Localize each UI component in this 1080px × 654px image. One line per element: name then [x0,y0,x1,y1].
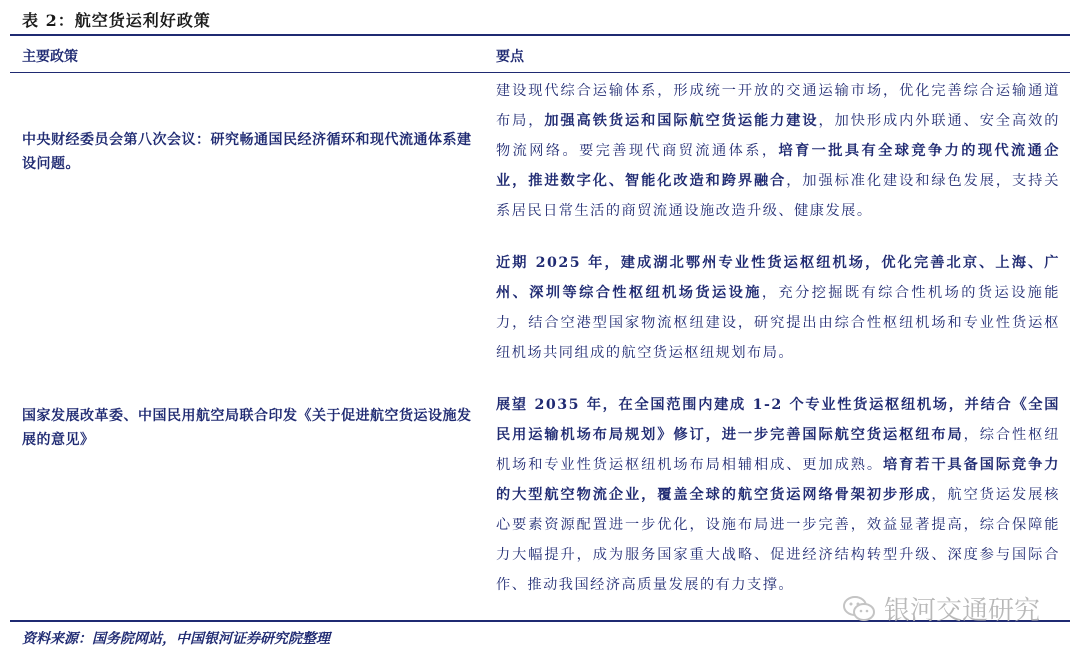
table-title: 表 2：航空货运利好政策 [22,11,211,30]
bold-text: 近期 2025 年，建成湖北鄂州专业性货运枢纽机场，优化完善北京、上海、广州、深圳等综合性枢纽机场货运设施 [496,255,1060,301]
header-rule [10,72,1070,73]
text: ，综合性枢纽机场和专业性货运枢纽机场布局相辅相成、更加成熟。 [496,427,1060,473]
points-cell [496,76,1060,226]
bold-text: 培育若干具备国际竞争力的大型航空物流企业，覆盖全球的航空货运网络骨架初步形成 [496,457,1060,503]
watermark [842,590,1040,627]
source-note: 资料来源：国务院网站，中国银河证券研究院整理 [22,631,330,647]
wechat-icon [842,594,876,624]
top-rule [10,34,1070,36]
policy-cell: 中央财经委员会第八次会议：研究畅通国民经济循环和现代流通体系建设问题。 [22,132,472,172]
header-points: 要点 [496,49,524,65]
text: ，航空货运发展核心要素资源配置进一步优化，设施布局进一步完善，效益显著提高，综合保障能力大幅提升，成为服务国家重大战略、促进经济结构转型升级、深度参与国际合作、推动我国经济高质量发展的有力支撑。 [496,487,1060,593]
text: ，加快形成内外联通、安全高效的物流网络。要完善现代商贸流通体系， [496,113,1060,159]
bold-text: 培育一批具有全球竞争力的现代流通企业，推进数字化、智能化改造和跨界融合 [496,143,1060,189]
watermark-text: 银河交通研究 [884,596,1041,626]
bold-text: 加强高铁货运和国际航空货运能力建设 [544,113,819,129]
text: ，加强标准化建设和绿色发展，支持关系居民日常生活的商贸流通设施改造升级、健康发展。 [496,173,1060,219]
header-policy: 主要政策 [22,49,78,65]
bold-text: 展望 2035 年，在全国范围内建成 1-2 个专业性货运枢纽机场，并结合《全国民用运输机场布局规划》修订，进一步完善国际航空货运枢纽布局 [496,397,1060,443]
policy-cell: 国家发展改革委、中国民用航空局联合印发《关于促进航空货运设施发展的意见》 [22,408,472,448]
text: 建设现代综合运输体系，形成统一开放的交通运输市场，优化完善综合运输通道布局， [496,83,1060,129]
text: ，充分挖掘既有综合性机场的货运设施能力，结合空港型国家物流枢纽建设，研究提出由综合性枢纽机场和专业性货运枢纽机场共同组成的航空货运枢纽规划布局。 [496,285,1060,361]
points-cell [496,248,1060,368]
points-cell [496,390,1060,600]
